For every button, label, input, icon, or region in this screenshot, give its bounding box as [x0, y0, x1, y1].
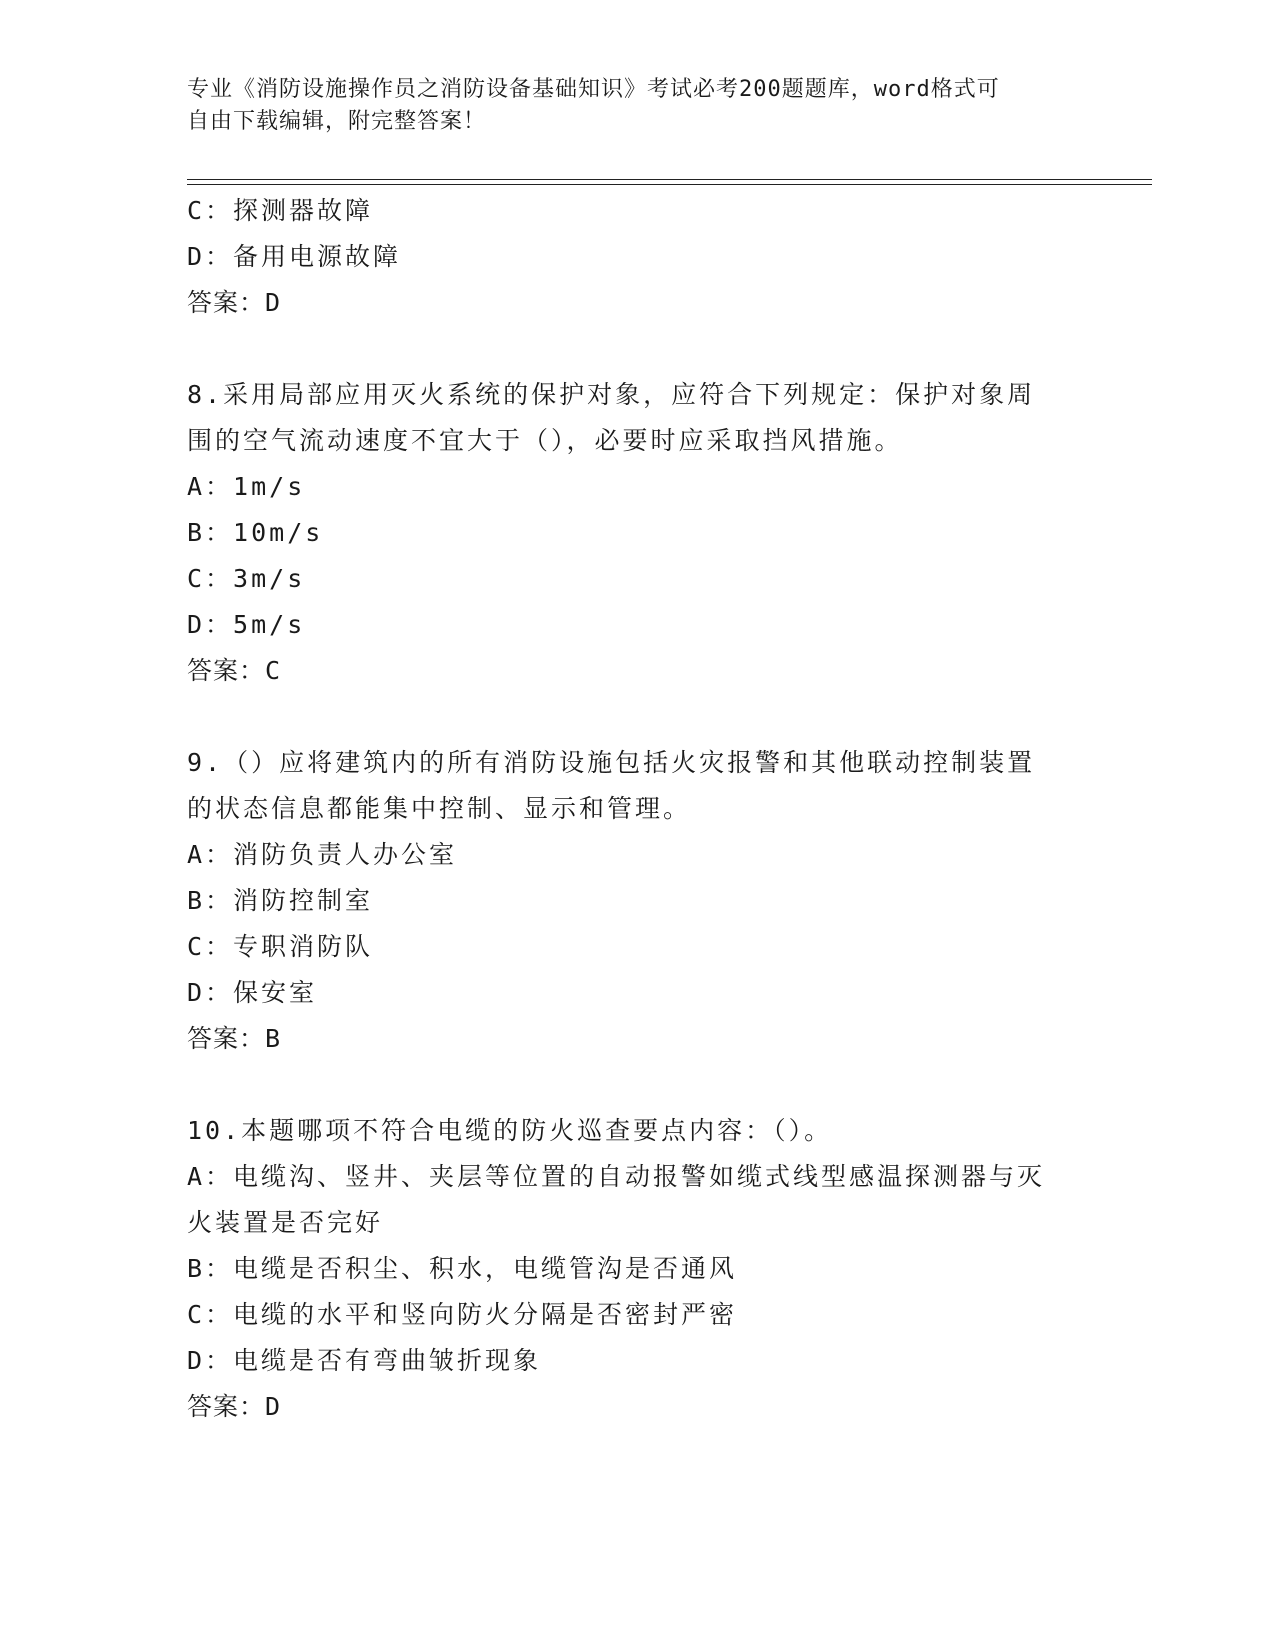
- question-8: [187, 372, 1087, 694]
- question-stem-line-1: 8.采用局部应用灭火系统的保护对象，应符合下列规定：保护对象周: [187, 380, 1036, 409]
- header-divider-top: [187, 179, 1152, 180]
- option-b: B：消防控制室: [187, 886, 374, 915]
- answer: 答案：D: [187, 288, 282, 317]
- document-header: [187, 74, 1067, 138]
- answer: 答案：B: [187, 1024, 282, 1053]
- option-a: A：消防负责人办公室: [187, 840, 458, 869]
- spacer: [187, 326, 1087, 372]
- spacer: [187, 694, 1087, 740]
- header-line-2: 自由下载编辑，附完整答案！: [187, 109, 487, 134]
- header-divider-bottom: [187, 184, 1152, 185]
- question-stem-line-1: 10.本题哪项不符合电缆的防火巡查要点内容：（）。: [187, 1116, 833, 1145]
- option-a-line-1: A：电缆沟、竖井、夹层等位置的自动报警如缆式线型感温探测器与灭: [187, 1162, 1046, 1191]
- option-b: B：10m/s: [187, 518, 324, 547]
- answer: 答案：D: [187, 1392, 282, 1421]
- question-stem-line-1: 9.（）应将建筑内的所有消防设施包括火灾报警和其他联动控制装置: [187, 748, 1036, 777]
- question-stem-line-2: 的状态信息都能集中控制、显示和管理。: [187, 794, 692, 823]
- question-list: [187, 188, 1087, 1430]
- option-a-line-2: 火装置是否完好: [187, 1208, 384, 1237]
- question-7-partial: [187, 188, 1087, 326]
- option-d: D：保安室: [187, 978, 318, 1007]
- option-d: D：5m/s: [187, 610, 306, 639]
- option-c: C：专职消防队: [187, 932, 374, 961]
- option-d: D：备用电源故障: [187, 242, 402, 271]
- option-a: A：1m/s: [187, 472, 306, 501]
- option-c: C：3m/s: [187, 564, 306, 593]
- spacer: [187, 1062, 1087, 1108]
- option-b: B：电缆是否积尘、积水，电缆管沟是否通风: [187, 1254, 738, 1283]
- option-c: C：探测器故障: [187, 196, 374, 225]
- question-stem-line-2: 围的空气流动速度不宜大于（），必要时应采取挡风措施。: [187, 426, 903, 455]
- header-line-1: 专业《消防设施操作员之消防设备基础知识》考试必考200题题库，word格式可: [187, 77, 1000, 102]
- option-d: D：电缆是否有弯曲皱折现象: [187, 1346, 542, 1375]
- answer: 答案：C: [187, 656, 282, 685]
- question-9: [187, 740, 1087, 1062]
- option-c: C：电缆的水平和竖向防火分隔是否密封严密: [187, 1300, 738, 1329]
- question-10: [187, 1108, 1087, 1430]
